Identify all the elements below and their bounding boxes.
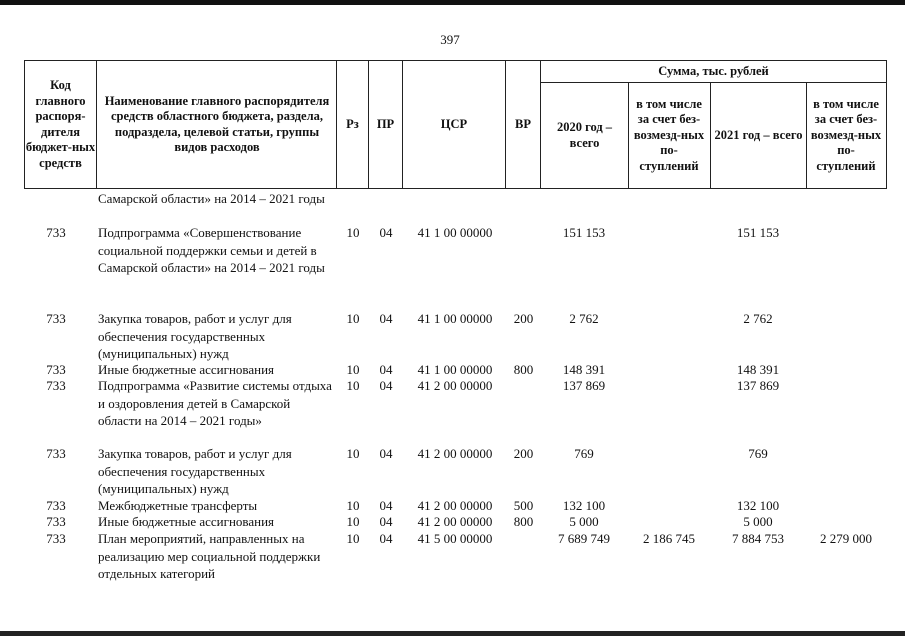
cell-rz: 10	[346, 225, 360, 240]
cell-pr: 04	[379, 311, 393, 326]
cell-name: Закупка товаров, работ и услуг для обеспечения государственных (муниципальных) нужд	[98, 311, 292, 361]
header-2021-total: 2021 год – всего	[714, 127, 803, 142]
cell-vr: 200	[513, 446, 534, 461]
cell-pr: 04	[379, 514, 393, 529]
header-pr: ПР	[376, 116, 395, 131]
cell-vr: 200	[513, 311, 534, 326]
header-2021-gratis: в том числе за счет без-возмезд-ных по-ступлений	[810, 96, 882, 173]
cell-code: 733	[46, 446, 66, 461]
cell-rz: 10	[346, 498, 360, 513]
cell-pr: 04	[379, 378, 393, 393]
cell-pr: 04	[379, 362, 393, 377]
cell-rz: 10	[346, 311, 360, 326]
cell-name: Подпрограмма «Развитие системы отдыха и оздоровления детей в Самарской области на 2014 – 2021 годы»	[98, 378, 332, 428]
cell-csr: 41 1 00 00000	[417, 225, 493, 240]
header-sum: Сумма, тыс. рублей	[658, 63, 769, 78]
cell-2020-total: 148 391	[562, 362, 606, 377]
cell-2020-total: 2 762	[569, 311, 599, 326]
cell-csr: 41 2 00 00000	[417, 446, 493, 461]
cell-rz: 10	[346, 446, 360, 461]
cell-2020-total: 5 000	[569, 514, 599, 529]
top-border	[0, 0, 905, 5]
cell-rz: 10	[346, 531, 360, 546]
cell-vr: 800	[513, 362, 534, 377]
cell-name: Межбюджетные трансферты	[98, 498, 258, 513]
cell-rz: 10	[346, 514, 360, 529]
cell-2021-total: 7 884 753	[732, 531, 784, 546]
cell-name: План мероприятий, направленных на реализацию мер социальной поддержки отдельных категорий	[98, 531, 321, 581]
cell-code: 733	[46, 514, 66, 529]
cell-2021-total: 132 100	[736, 498, 780, 513]
cell-2020-total: 132 100	[562, 498, 606, 513]
cell-rz: 10	[346, 378, 360, 393]
cell-pr: 04	[379, 225, 393, 240]
cell-vr: 800	[513, 514, 534, 529]
cell-csr: 41 1 00 00000	[417, 311, 493, 326]
header-name: Наименование главного распорядителя средств областного бюджета, раздела, подраздела, целевой статьи, группы видов расходов	[104, 93, 330, 154]
cell-rz: 10	[346, 362, 360, 377]
cell-2021-total: 2 762	[743, 311, 773, 326]
cell-2021-total: 769	[748, 446, 768, 461]
cell-csr: 41 2 00 00000	[417, 378, 493, 393]
cell-csr: 41 5 00 00000	[417, 531, 493, 546]
header-vr: ВР	[515, 116, 531, 131]
header-csr: ЦСР	[440, 116, 468, 131]
cell-2021-total: 148 391	[736, 362, 780, 377]
cell-pr: 04	[379, 531, 393, 546]
cell-csr: 41 2 00 00000	[417, 514, 493, 529]
cell-2020-total: 769	[574, 446, 594, 461]
cell-pr: 04	[379, 446, 393, 461]
cell-2020-total: 7 689 749	[558, 531, 610, 546]
cell-2021-total: 5 000	[743, 514, 773, 529]
header-2020-total: 2020 год – всего	[556, 120, 613, 150]
cell-2020-total: 137 869	[562, 378, 606, 393]
cell-name: Иные бюджетные ассигнования	[98, 362, 275, 377]
cell-name: Самарской области» на 2014 – 2021 годы	[98, 191, 325, 206]
cell-code: 733	[46, 311, 66, 326]
cell-2020-total: 151 153	[562, 225, 606, 240]
header-code: Код главного распоря-дителя бюджет-ных средств	[25, 78, 96, 170]
cell-name: Иные бюджетные ассигнования	[98, 514, 275, 529]
header-2020-gratis: в том числе за счет без-возмезд-ных по-ступлений	[633, 96, 705, 173]
cell-code: 733	[46, 531, 66, 546]
cell-code: 733	[46, 362, 66, 377]
header-rz: Рз	[346, 116, 359, 131]
cell-pr: 04	[379, 498, 393, 513]
cell-code: 733	[46, 378, 66, 393]
cell-2021-total: 151 153	[736, 225, 780, 240]
bottom-border	[0, 631, 905, 636]
cell-2021-total: 137 869	[736, 378, 780, 393]
cell-2020-gratis: 2 186 745	[643, 531, 695, 546]
page-number: 397	[440, 32, 460, 47]
cell-vr: 500	[513, 498, 534, 513]
cell-name: Подпрограмма «Совершенствование социальной поддержки семьи и детей в Самарской области» на 2014 – 2021 годы	[98, 225, 325, 275]
cell-2021-gratis: 2 279 000	[820, 531, 872, 546]
cell-code: 733	[46, 225, 66, 240]
cell-code: 733	[46, 498, 66, 513]
cell-csr: 41 2 00 00000	[417, 498, 493, 513]
cell-csr: 41 1 00 00000	[417, 362, 493, 377]
cell-name: Закупка товаров, работ и услуг для обеспечения государственных (муниципальных) нужд	[98, 446, 292, 496]
